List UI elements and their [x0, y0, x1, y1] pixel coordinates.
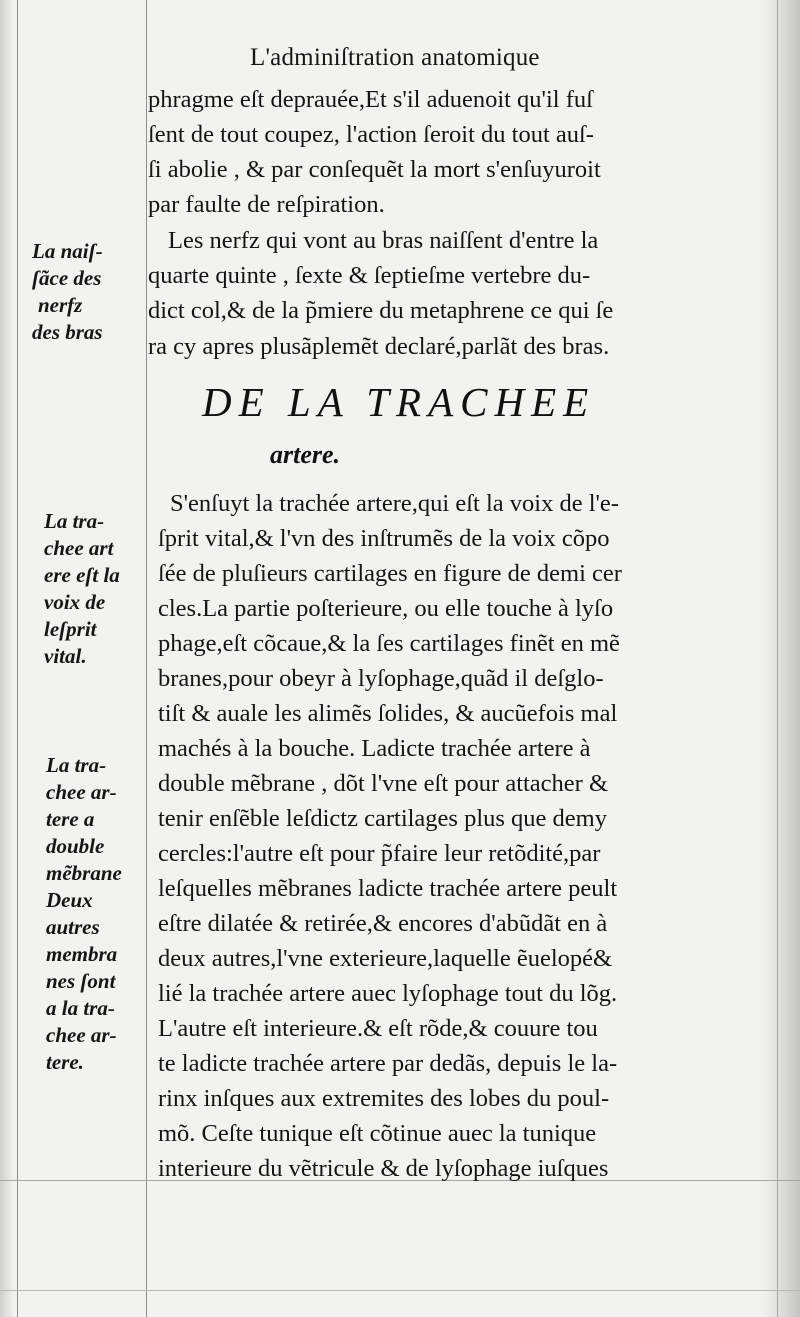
page-left-edge	[0, 0, 14, 1317]
margin-note-line: tere.	[46, 1050, 84, 1074]
text-line: ſprit vital,& l'vn des inſtrumẽs de la voix cõpo	[158, 525, 610, 552]
text-line: ſée de pluſieurs cartilages en figure de demi cer	[158, 560, 622, 587]
margin-note-line: nerfz	[38, 293, 83, 317]
text-line: ra cy apres plusãplemẽt declaré,parlãt des bras.	[148, 333, 610, 360]
margin-note-nerfs	[32, 238, 103, 346]
text-line: tenir enſẽble leſdictz cartilages plus que demy	[158, 805, 607, 832]
text-line: S'enſuyt la trachée artere,qui eſt la voix de l'e-	[170, 490, 619, 517]
running-head: L'adminiſtration anatomique	[250, 44, 540, 71]
margin-note-trachee-membrane	[46, 752, 122, 1076]
margin-note-line: a la tra-	[46, 996, 115, 1020]
text-line: quarte quinte , ſexte & ſeptieſme vertebre du-	[148, 262, 591, 289]
text-line: ſi abolie , & par conſequẽt la mort s'enſuyuroit	[148, 156, 601, 183]
text-line: mõ. Ceſte tunique eſt cõtinue auec la tunique	[158, 1120, 597, 1147]
margin-rule-right	[777, 0, 778, 1317]
margin-note-trachee-voix	[44, 508, 120, 670]
chapter-subtitle: artere.	[270, 440, 341, 469]
text-line: dict col,& de la p̃miere du metaphrene ce qui ſe	[148, 297, 614, 324]
margin-note-line: tere a	[46, 807, 95, 831]
text-line: phage,eſt cõcaue,& la ſes cartilages finẽt en mẽ	[158, 630, 620, 657]
text-line: phragme eſt deprauée,Et s'il aduenoit qu'il fuſ	[148, 86, 593, 113]
margin-note-line: Deux	[46, 888, 93, 912]
margin-note-line: nes ſont	[46, 969, 116, 993]
text-line: deux autres,l'vne exterieure,laquelle ẽuelopé&	[158, 945, 613, 972]
margin-note-line: La naiſ-	[32, 239, 103, 263]
text-line: cles.La partie poſterieure, ou elle touche à lyſo	[158, 595, 614, 622]
margin-note-line: voix de	[44, 590, 106, 614]
page-right-edge	[762, 0, 800, 1317]
margin-note-line: La tra-	[44, 509, 105, 533]
text-line: tiſt & auale les alimẽs ſolides, & aucũefois mal	[158, 700, 618, 727]
margin-note-line: chee ar-	[46, 1023, 117, 1047]
text-line: par faulte de reſpiration.	[148, 191, 385, 218]
text-line: te ladicte trachée artere par dedãs, depuis le la-	[158, 1050, 618, 1077]
margin-note-line: des bras	[32, 320, 103, 344]
margin-note-line: chee art	[44, 536, 114, 560]
margin-note-line: ere eſt la	[44, 563, 120, 587]
margin-note-line: ſãce des	[32, 266, 102, 290]
text-line: interieure du vẽtricule & de lyſophage iuſques	[158, 1155, 609, 1182]
margin-rule-inner	[146, 0, 147, 1317]
text-line: eſtre dilatée & retirée,& encores d'abũdãt en à	[158, 910, 608, 937]
margin-note-line: vital.	[44, 644, 87, 668]
margin-note-line: La tra-	[46, 753, 107, 777]
text-line: ſent de tout coupez, l'action ſeroit du tout auſ-	[148, 121, 594, 148]
text-line: leſquelles mẽbranes ladicte trachée artere peult	[158, 875, 618, 902]
margin-note-line: chee ar-	[46, 780, 117, 804]
text-line: L'autre eſt interieure.& eſt rõde,& couure tou	[158, 1015, 598, 1042]
text-line: cercles:l'autre eſt pour p̃faire leur retõdité,par	[158, 840, 601, 867]
bottom-rule-lower	[0, 1290, 800, 1291]
text-line: rinx inſques aux extremites des lobes du poul-	[158, 1085, 610, 1112]
margin-note-line: autres	[46, 915, 100, 939]
text-line: lié la trachée artere auec lyſophage tout du lõg.	[158, 980, 618, 1007]
text-line: branes,pour obeyr à lyſophage,quãd il deſglo-	[158, 665, 604, 692]
margin-note-line: membra	[46, 942, 118, 966]
margin-note-line: leſprit	[44, 617, 97, 641]
margin-note-line: double	[46, 834, 105, 858]
text-line: double mẽbrane , dõt l'vne eſt pour attacher &	[158, 770, 609, 797]
text-line: Les nerfz qui vont au bras naiſſent d'entre la	[168, 227, 599, 254]
chapter-title: DE LA TRACHEE	[202, 379, 596, 425]
text-line: machés à la bouche. Ladicte trachée artere à	[158, 735, 591, 762]
margin-note-line: mẽbrane	[46, 861, 122, 885]
margin-rule-left	[17, 0, 18, 1317]
